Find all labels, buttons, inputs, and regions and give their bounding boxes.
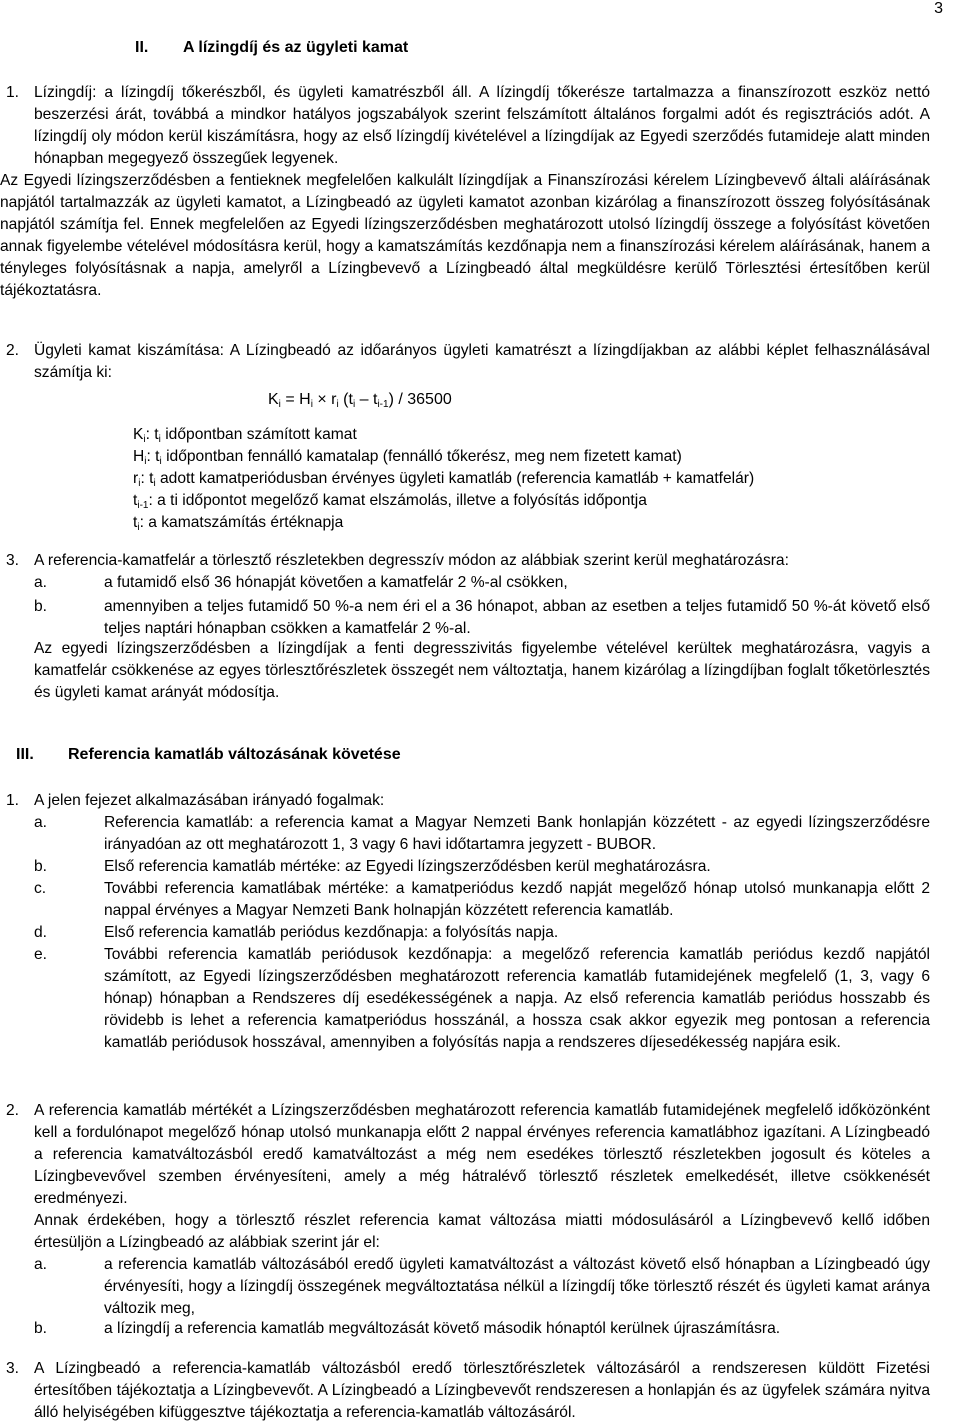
formula-def-r: $r_i$: $t_i$ adott kamatperiódusban érvényes ügyleti kamatláb (referencia kamatláb + kamatfelár) (133, 470, 755, 489)
item-iii-2-number: 2. (6, 1102, 20, 1119)
section-iii-number: III. (16, 746, 34, 763)
item-ii-1-number: 1. (6, 84, 20, 101)
item-iii-3-number: 3. (6, 1360, 20, 1377)
item-iii-2-b-letter: b. (34, 1320, 48, 1337)
section-iii-title: Referencia kamatláb változásának követése (68, 746, 401, 763)
formula-def-t-prev: $t_{i-1}$: a ti időpontot megelőző kamat elszámolás, illetve a folyósítás időpontja (133, 492, 647, 511)
item-ii-3-a-letter: a. (34, 574, 48, 591)
item-iii-1-e-text: További referencia kamatláb periódusok kezdőnapja: a megelőző referencia kamatláb periódus kezdő napjától számított, az Egyedi lízingszerződésben meghatározott referencia kamatláb futamidejének megfelelő (1, 3, vagy 6 hónap) hónapban a Rendszeres díj esedékességének a napja. Az első referencia kamatláb periódus hosszabb és rövidebb is lehet a referencia kamatperiódus hosszánál, a hossza csak akkor egyezik meg pontosan a referencia kamatláb periódusok hosszával, amennyiben a folyósítás napja a rendszeres díjesedékesség napjára esik. (104, 946, 930, 1051)
item-iii-2-a-letter: a. (34, 1256, 48, 1273)
item-iii-1-text: A jelen fejezet alkalmazásában irányadó fogalmak: (34, 792, 385, 809)
item-iii-1-d-text: Első referencia kamatláb periódus kezdőnapja: a folyósítás napja. (104, 924, 559, 941)
item-ii-1-paragraph-2-text: Az Egyedi lízingszerződésben a fentieknek megfelelően kalkulált lízingdíjak a Finanszírozási kérelem Lízingbevevő általi aláírásának napjától tartalmazzák az ügyleti kamatot, a Lízingbeadó az ügyleti kamatot azonban kizárólag a finanszírozott összeg folyósításának napjától számítja fel. Ennek megfelelően az Egyedi lízingszerződésben meghatározott utolsó lízingdíj összege a folyósítást követően annak figyelembe vételével módosításra kerül, hogy a kamatszámítás kezdőnapja nem a finanszírozási kérelem aláírásának, hanem a tényleges folyósításnak a napja, amelyről a Lízingbevevő a Lízingbeadó által megküldésre kerülő Törlesztési értesítőben kerül tájékoztatásra. (0, 172, 930, 299)
item-iii-2-text-2: Annak érdekében, hogy a törlesztő részlet referencia kamat változása miatti módosulásáról a Lízingbevevő kellő időben értesüljön a Lízingbeadó az alábbiak szerint jár el: (34, 1212, 930, 1251)
item-iii-1-c-letter: c. (34, 880, 47, 897)
item-iii-2-text: A referencia kamatláb mértékét a Lízingszerződésben meghatározott referencia kamatláb futamidejének megfelelő időközönként kell a fordulónapot megelőző hónap utolsó munkanapja előtt 2 nappal érvényes referencia kamatlábhoz igazítani. A Lízingbeadó a referencia kamatváltozásból eredő kamatváltozást a még nem esedékes törlesztő részletekben jogosult és köteles a Lízingbevevővel szemben érvényesíteni, amely a még hátralévő törlesztő részletek emelkedését, illetve csökkenését eredményezi. (34, 1102, 930, 1207)
item-iii-1-b-text: Első referencia kamatláb mértéke: az Egyedi lízingszerződésben kerül meghatározásra. (104, 858, 711, 875)
formula-def-k: $K_i$: $t_i$ időpontban számított kamat (133, 426, 357, 445)
item-iii-1-b-letter: b. (34, 858, 48, 875)
interest-formula: $K_i = H_i \times r_i$ $(t_i - t_{i-1}) / 36500$ (268, 391, 452, 410)
item-iii-1-c-text: További referencia kamatlábak mértéke: a kamatperiódus kezdő napját megelőző hónap utolsó munkanapja előtt 2 nappal érvényes a Magyar Nemzeti Bank holnapján közzétett referencia kamatláb. (104, 880, 930, 919)
item-iii-1-a-text: Referencia kamatláb: a referencia kamat a Magyar Nemzeti Bank honlapján közzétett - az egyedi lízingszerződésre irányadóan az ott meghatározott 1, 3 vagy 6 havi időtartamra jegyzett - BUBOR. (104, 814, 930, 853)
item-ii-3-number: 3. (6, 552, 20, 569)
item-iii-1-number: 1. (6, 792, 20, 809)
item-ii-3-a-text: a futamidő első 36 hónapját követően a kamatfelár 2 %-al csökken, (104, 574, 568, 591)
item-iii-3-text: A Lízingbeadó a referencia-kamatláb változásból eredő törlesztőrészletek változásáról a rendszeresen küldött Fizetési értesítőben tájékoztatja a Lízingbevevőt. A Lízingbeadó a Lízingbevevőt rendszeresen a honlapján és az ügyfelek számára nyitva álló helyiségében kifüggesztve tájékoztatja a referencia-kamatláb változásáról. (34, 1360, 930, 1421)
item-iii-2-b-text: a lízingdíj a referencia kamatláb megváltozását követő második hónaptól kerülnek újraszámításra. (104, 1320, 781, 1337)
item-ii-3-b-text: amennyiben a teljes futamidő 50 %-a nem éri el a 36 hónapot, abban az esetben a teljes futamidő 50 %-át követő első teljes naptári hónapban csökken a kamatfelár 2 %-al. (104, 598, 930, 637)
section-ii-title: A lízingdíj és az ügyleti kamat (183, 39, 409, 56)
item-ii-3-b-letter: b. (34, 598, 48, 615)
item-ii-3-text: A referencia-kamatfelár a törlesztő részletekben degresszív módon az alábbiak szerint kerül meghatározásra: (34, 552, 789, 569)
section-ii-number: II. (135, 39, 149, 56)
item-ii-2-text: Ügyleti kamat kiszámítása: A Lízingbeadó az időarányos ügyleti kamatrészt a lízingdíjakban az alábbi képlet felhasználásával számítja ki: (34, 342, 930, 381)
item-ii-1-paragraph-1: Lízingdíj: a lízingdíj tőkerészből, és ügyleti kamatrészből áll. A lízingdíj tőkerésze tartalmazza a finanszírozott eszköz nettó beszerzési árát, továbbá a mindkor hatályos jogszabályok szerint felszámított általános forgalmi adót és regisztrációs adót. A lízingdíj oly módon kerül kiszámításra, hogy az első lízingdíj kivételével a lízingdíjak az Egyedi szerződés futamideje alatt minden hónapban megegyező összegűek legyenek. (34, 84, 930, 167)
item-iii-1-a-letter: a. (34, 814, 48, 831)
item-ii-2-number: 2. (6, 342, 20, 359)
formula-def-t: $t_i$: a kamatszámítás értéknapja (133, 514, 344, 533)
item-ii-1-paragraph-2 (0, 170, 930, 302)
item-ii-3-after-text: Az egyedi lízingszerződésben a lízingdíjak a fenti degresszivitás figyelembe vételével kerültek meghatározásra, vagyis a kamatfelár csökkenése az egyes törlesztőrészletek összegét nem változtatja, hanem kizárólag a lízingdíjban foglalt tőketörlesztés és ügyleti kamat arányát módosítja. (34, 640, 930, 701)
item-iii-1-e-letter: e. (34, 946, 48, 963)
formula-def-h: $H_i$: $t_i$ időpontban fennálló kamatalap (fennálló tőkerész, meg nem fizetett kamat) (133, 448, 682, 467)
item-iii-1-d-letter: d. (34, 924, 48, 941)
item-iii-2-a-text: a referencia kamatláb változásából eredő ügyleti kamatváltozást a változást követő első hónapban a Lízingbeadó úgy érvényesíti, hogy a lízingdíj összegének megváltoztatása nélkül a lízingdíj tőke törlesztő részét és ügyleti kamat aránya változik meg, (104, 1256, 930, 1317)
page-number: 3 (934, 0, 943, 17)
